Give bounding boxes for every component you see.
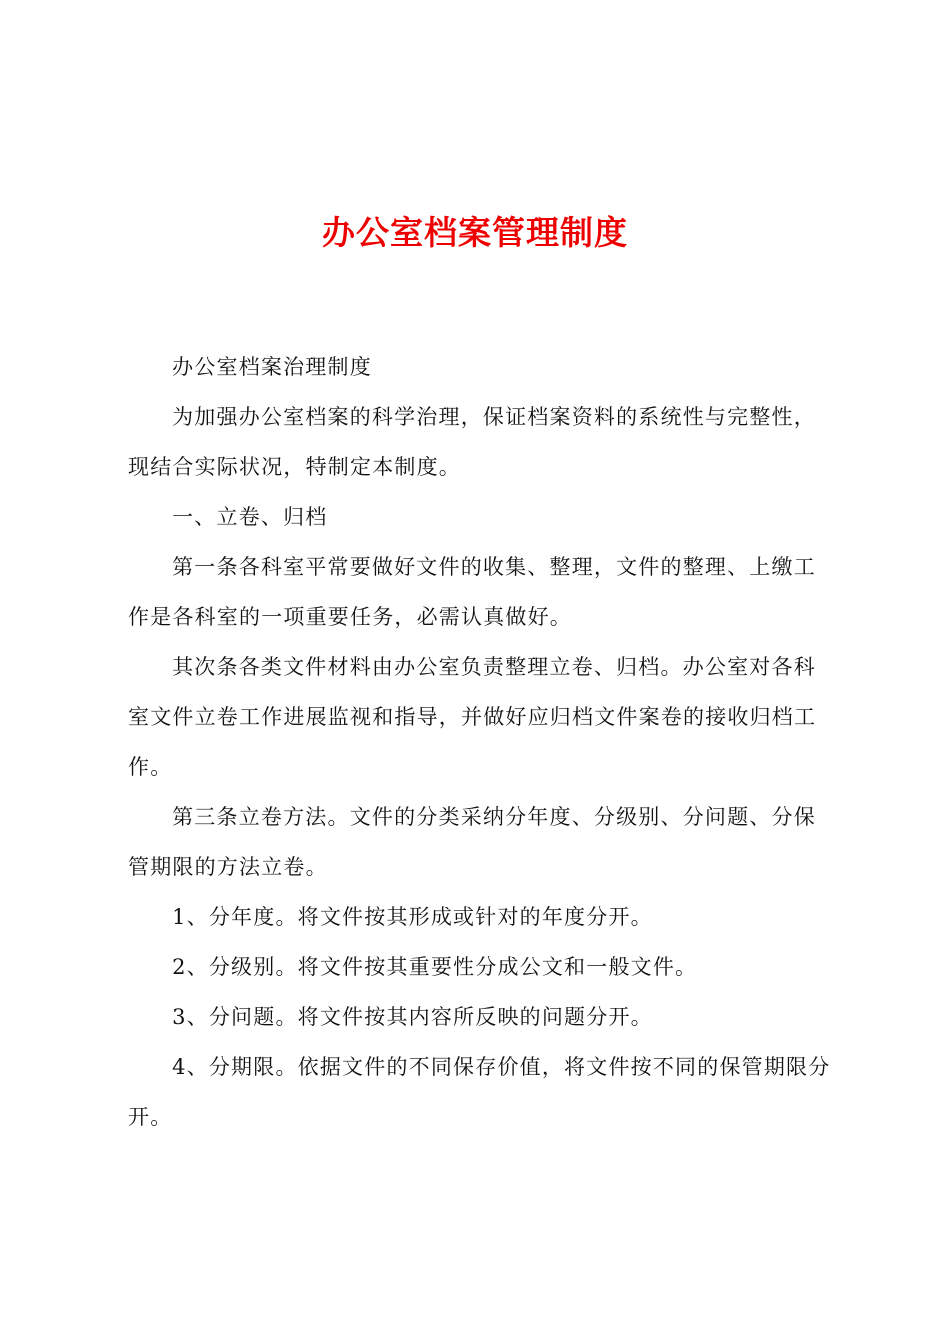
list-item-2: 2、分级别。将文件按其重要性分成公文和一般文件。 bbox=[172, 955, 698, 979]
list-item-3: 3、分问题。将文件按其内容所反映的问题分开。 bbox=[172, 1005, 653, 1029]
document-title: 办公室档案管理制度 bbox=[322, 213, 628, 252]
article-2: 其次条各类文件材料由办公室负责整理立卷、归档。办公室对各科室文件立卷工作进展监视和指导，并做好应归档文件案卷的接收归档工作。 bbox=[128, 655, 817, 779]
section-heading: 一、立卷、归档 bbox=[172, 505, 328, 529]
paragraph-intro: 为加强办公室档案的科学治理，保证档案资料的系统性与完整性，现结合实际状况，特制定本制度。 bbox=[128, 405, 816, 479]
paragraph-subtitle: 办公室档案治理制度 bbox=[172, 355, 372, 379]
document-body bbox=[128, 342, 836, 1142]
list-item-1: 1、分年度。将文件按其形成或针对的年度分开。 bbox=[172, 905, 653, 929]
list-item-4: 4、分期限。依据文件的不同保存价值，将文件按不同的保管期限分开。 bbox=[128, 1055, 831, 1129]
article-1: 第一条各科室平常要做好文件的收集、整理，文件的整理、上缴工作是各科室的一项重要任务，必需认真做好。 bbox=[128, 555, 816, 629]
article-3: 第三条立卷方法。文件的分类采纳分年度、分级别、分问题、分保管期限的方法立卷。 bbox=[128, 805, 816, 879]
